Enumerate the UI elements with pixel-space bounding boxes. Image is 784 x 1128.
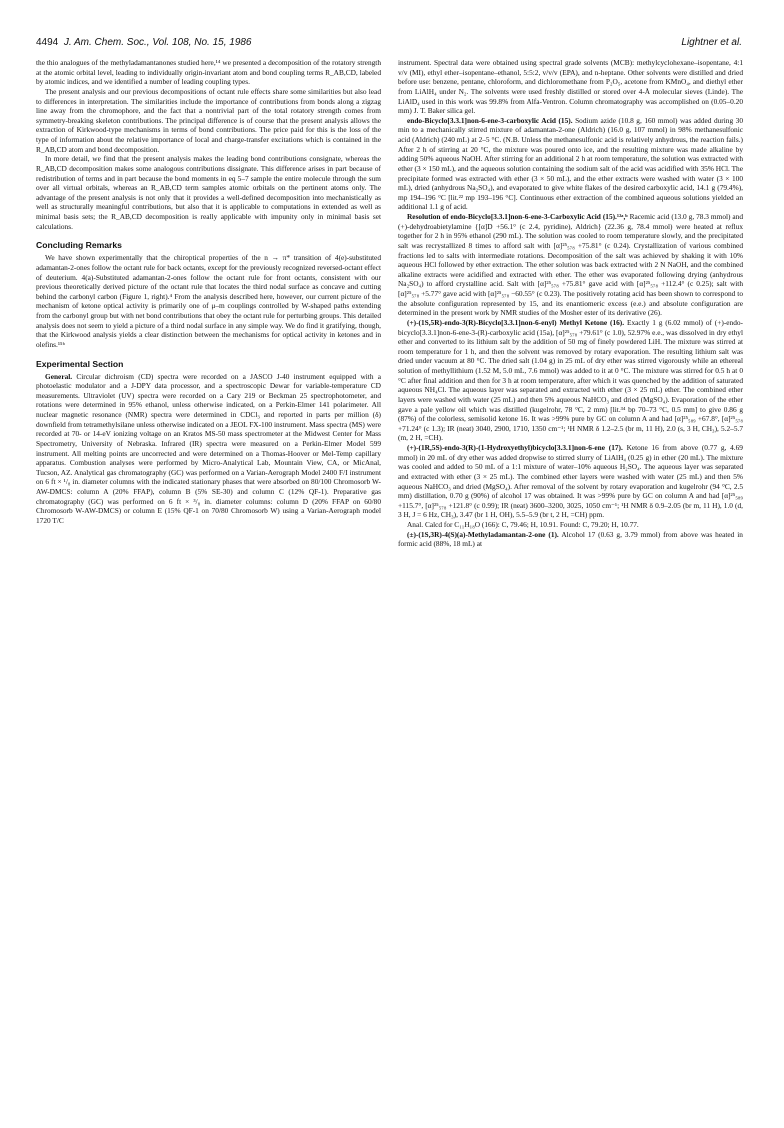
run-in-heading: General. [45,371,73,381]
paragraph-text: Exactly 1 g (6.02 mmol) of (+)-endo-bicyclo[3.3.1]non-6-ene-3-(R)-carboxylic acid (15a), [α]²⁵₅₇₈ +79.61° (c 1.0), 52.97% e.e., was dissolved in dry ethyl ether and converted to its lithium salt by the addition of 50 mg of finely powdered LiH. The mixture was stirred at room temperature for 1 h, and then the solvent was removed by rotary evaporation. The resulting lithium salt was dried under vacuum at 80 °C. The dried salt (1.04 g) in 25 mL of dry ether was stirred vigorously while an ethereal solution of methyllithium (1.52 M, 5.0 mL, 7.6 mmol) was added to it at 0 °C. The mixture was stirred for 0.5 h at 0 °C after final addition and then for 3 h at room temperature, after which it was quenched by the addition of saturated aqueous NH₄Cl. The aqueous layer was separated and extracted with ether (3 × 25 mL) ether. The combined ether layers were washed with water (25 mL) and then 5% aqueous NaHCO₃ and dried (MgSO₄). Evaporation of the ether gave a pale yellow oil which was distilled (kugelrohr, 78 °C, 2 mm) [lit.³⁴ bp 70–73 °C, 0.5 mm] to give 0.86 g (87%) of the colorless, semisolid ketone 16. It was >99% pure by GC on column A and had [α]²⁵₅₈₉ +67.8°, [α]²⁵₅₇₈ +71.24° (c 1.3); IR (neat) 3040, 2900, 1710, 1350 cm⁻¹; ¹H NMR δ 1.2–2.5 (br m, 11 H), 2.0 (s, 3 H, CH₃), 5.2–5.7 (m, 2 H, =CH). [398,317,744,443]
procedure-paragraph [398,530,743,549]
compound-heading: (+)-(1R,5S)-endo-3(R)-(1-Hydroxyethyl)bicyclo[3.3.1]non-6-ene (17). [407,443,623,452]
section-heading-experimental: Experimental Section [36,358,124,369]
compound-heading: (+)-(1S,5R)-endo-3(R)-Bicyclo[3.3.1]non-6-enyl) Methyl Ketone (16). [407,317,625,327]
paragraph-general [36,372,381,526]
paragraph: The present analysis and our previous decompositions of octant rule effects share some similarities but also lead to differences in interpretation. The similarities include the importance of contributions from bonds along a zigzag line away from the chromophore, and the fact that a nontrivial part of the total rotatory strength comes from symmetry-breaking skeleton contributions. The principal difference is of course that the present analysis allows the extraction of Kirkwood-type mechanisms in terms of bond contributions. The price paid for this is the loss of the type of information about the relative importance of local and charge-transfer excitations which is contained in the R_AB,CD atom and bond decomposition. [36,86,381,154]
paragraph: We have shown experimentally that the chiroptical properties of the n → π* transition of 4(e)-substituted adamantan-2-ones follow the octant rule for back octants, except for the previously recognized reversed-octant effect of deuterium. 4(a)-Substituted adamantan-2-ones follow the octant rule for front octants, consistent with our previous theoretically derived picture of the octant rule that locates the third nodal surface as concave and cutting behind the carbonyl carbon (Figure 1, right).⁴ From the analysis described here, however, our current picture of the mechanism of ketone optical activity is primarily one of μ–m couplings controlled by W-shaped paths extending from the carbonyl group but with net bond contributions that obey the octant rule for perturbing groups. This detailed analysis does not seem to yield a picture of a third nodal surface in any simple way. We do find it gratifying, though, that the Kirkwood analysis yields a clear distinction between the mechanisms for optical activity in ketones and in olefins.¹⁵ᵇ [36,253,381,349]
running-header [36,37,748,51]
paragraph: instrument. Spectral data were obtained using spectral grade solvents (MCB): methylcyclohexane–isopentane, 4:1 v/v (MI), ethyl ether–isopentane–ethanol, 5:5:2, v/v/v (EPA), and n-heptane. Other solvents were distilled and dried before use: benzene, pentane, chloroform, and dichloromethane from P₂O₅, acetone from KMnO₄, and diethyl ether from LiAlH₄ under N₂. The solvents were used freshly distilled or stored over 4-Å molecular sieves (Linde). The LiAlD₄ used in this work was 99.8% from Alfa-Ventron. Column chromatography was accomplished on (0.05–0.20 mm) J. T. Baker silica gel. [398,58,743,116]
paragraph-text: Sodium azide (10.8 g, 160 mmol) was added during 30 min to a mechanically stirred mixture of adamantan-2-one (Aldrich) (16.0 g, 107 mmol) in 98% methanesulfonic acid (Aldrich) (240 mL) at 2–5 °C. (N.B. Unless the methanesulfonic acid is relatively anhydrous, the reaction fails.) After 2 h of stirring at 20 °C, the mixture was poured onto ice, and the resulting mixture was made alkaline by adding 50% aqueous NaOH. After stirring for an additional 2 h at room temperature, the solution was extracted with ether (3 × 150 mL), and the aqueous solution containing the sodium salt of the acid was acidified with 35% HCl. The precipitate formed was extracted with ether (3 × 50 mL), and the ether extracts were washed with water (3 × 100 mL), dried (anhydrous Na₂SO₄), and evaporated to give white flakes of the desired carboxylic acid, 14.1 g (79.4%), mp 194–196 °C [lit.²² mp 193–196 °C]. Continuous ether extraction of the combined aqueous solutions yielded an additional 1.1 g of acid. [398,115,743,212]
analysis-paragraph: Anal. Calcd for C₁₁H₁₈O (166): C, 79.46; H, 10.91. Found: C, 79.20; H, 10.77. [407,520,639,529]
procedure-paragraph [398,116,743,212]
compound-heading: (±)-(1S,3R)-4(S)(a)-Methyladamantan-2-one (1). [407,529,559,539]
procedure-paragraph [398,443,743,520]
paragraph-text: Ketone 16 from above (0.77 g, 4.69 mmol) in 20 mL of dry ether was added dropwise to stirred slurry of LiAlH₄ (0.25 g) in ether (20 mL). The mixture was cooled and added to 50 mL of a 1:1 mixture of water–10% aqueous H₂SO₄. The aqueous layer was separated and extracted with ether (3 × 25 mL). The combined ether layers were washed with water (25 mL) and then 5% aqueous NaHCO₃ and dried (MgSO₄). After removal of the solvent by rotary evaporation and kugelrohr (94 °C, 2.5 mm) distillation, 0.70 g (90%) of alcohol 17 was obtained. It was >99% pure by GC on column A and had [α]²⁵₅₈₉ +115.7°, [α]²⁵₅₇₈ +121.8° (c 0.99); IR (neat) 3600–3200, 3025, 1050 cm⁻¹; ¹H NMR δ 0.9–2.05 (br m, 11 H), 1.0 (d, 3 H, J = 6 Hz, CH₃), 3.47 (br 1 H, OH), 5.5–5.9 (br t, 2 H, =CH) ppm. [398,443,743,520]
procedure-paragraph [398,318,743,443]
page-header-left [36,37,252,48]
left-column [36,58,381,526]
compound-heading: Resolution of endo-Bicyclo[3.3.1]non-6-ene-3-Carboxylic Acid (15).¹²ᵃ,ᵇ [407,212,628,221]
section-heading-concluding: Concluding Remarks [36,240,122,251]
procedure-paragraph [398,212,743,318]
paragraph: the thio analogues of the methyladamantanones studied here,¹⁴ we presented a decomposition of the rotatory strength at the atomic orbital level, leading to individually origin-invariant atom and bond coupling terms R_AB,CD, labeled by atomic indices, and we identified a number of leading coupling types. [36,58,381,87]
paragraph-text: Racemic acid (13.0 g, 78.3 mmol) and (+)-dehydroabietylamine {[α]D +56.1° (c 2.4, pyridine), Aldrich} (22.36 g, 78.4 mmol) were heated at reflux together for 2 h in 95% ethanol (290 mL). The solution was cooled to room temperature slowly, and the precipitated salt was recrystallized 8 times to afford salt with [α]²⁵₅₇₈ +75.81° (c 0.24). Crystallization of various combined fractions led to salts with intermediate rotations. Decomposition of the salt was achieved by shaking it with 10% aqueous HCl followed by ether extraction. The ether solution was back extracted with 2 N NaOH, and the combined alkaline extracts were acidified and extracted with ether. The ether was evaporated following drying (anhydrous Na₂SO₄) to afford crystalline acid. Salt with [α]²⁵₅₇₈ +75.81° gave acid with [α]²⁵₅₇₈ +112.4° (c 0.25); salt with [α]²⁵₅₇₈ +5.77° gave acid with [α]²⁵₅₇₈ −60.55° (c 0.23). The positively rotating acid has been shown to correspond to the absolute configuration represented by 15, and its enantiomeric excess (e.e.) and absolute configuration are determined in the present work by NMR studies of the Mosher ester of its derivative (26). [398,212,744,318]
paragraph: In more detail, we find that the present analysis makes the leading bond contributions consignate, whereas the R_AB,CD decomposition makes some analogous contributions dissignate. This difference arises in part because of redistribution of terms and in part because the bond moments in eq 5–7 sample the entire molecule through the sum over all virtual orbitals, whereas an R_AB,CD term samples atomic orbitals on the pertinent atoms only. The advantage of the present analysis is not only that it provides a well-defined decomposition into mechanistically as well as structurally meaningful contributions, but also that it is applicable to computations in extended as well as minimal basis sets; the R_AB,CD decomposition is really applicable with impunity only in minimal basis set calculations. [36,154,381,231]
paragraph-text: Circular dichroism (CD) spectra were recorded on a JASCO J-40 instrument equipped with a photoelastic modulator and a J-DPY data processor, and a spectroscopic Dewar for variable-temperature CD measurements. Ultraviolet (UV) spectra were recorded on a Cary 219 or Beckman 25 spectrophotometer, and rotations were determined in 95% ethanol, unless otherwise indicated, on a Perkin-Elmer 141 polarimeter. All nuclear magnetic resonance (NMR) spectra were determined in CDCl₃ and reported in parts per million (δ) downfield from tetramethylsilane unless otherwise indicated on a JEOL FX-100 instrument. Mass spectra (MS) were recorded at 70- or 14-eV ionizing voltage on an Kratos MS-50 mass spectrometer at the Midwest Center for Mass Spectrometry, University of Nebraska. Infrared (IR) spectra were measured on a Perkin-Elmer Model 599 instrument. All melting points are uncorrected and were determined on a Thomas-Hoover or Mel-Temp capillary apparatus. Combustion analyses were performed by Micro-Analytical Lab, Mountain View, CA, or MicAnal, Tucson, AZ. Analytical gas chromatography (GC) was performed on a Varian-Aerograph Model 2400 F/I instrument on 6 ft × ¹/₈ in. diameter columns with the indicated stationary phases that were absorbed on 80/100 Chromosorb W-AW-DMCS: column A (20% FFAP), column B (5% SE-30) and column C (12% QF-1). Preparative gas chromatography (GC) was performed on 6 ft × ³/₈ in. diameter columns: column D (20% FFAP on 60/80 Chromosorb W-AW-DMCS) or column E (15% QF-1 on 70/80 Chromosorb W) using a Varian-Aerograph model 1720 T/C [36,371,381,525]
compound-heading: endo-Bicyclo[3.3.1]non-6-ene-3-carboxylic Acid (15). [407,115,573,125]
paragraph-text: Alcohol 17 (0.63 g, 3.79 mmol) from above was heated in formic acid (88%, 18 mL) at [398,529,743,549]
page-number: 4494 [36,37,59,48]
journal-citation: J. Am. Chem. Soc., Vol. 108, No. 15, 1986 [63,37,252,48]
right-column [398,58,743,549]
running-authors: Lightner et al. [681,37,742,48]
